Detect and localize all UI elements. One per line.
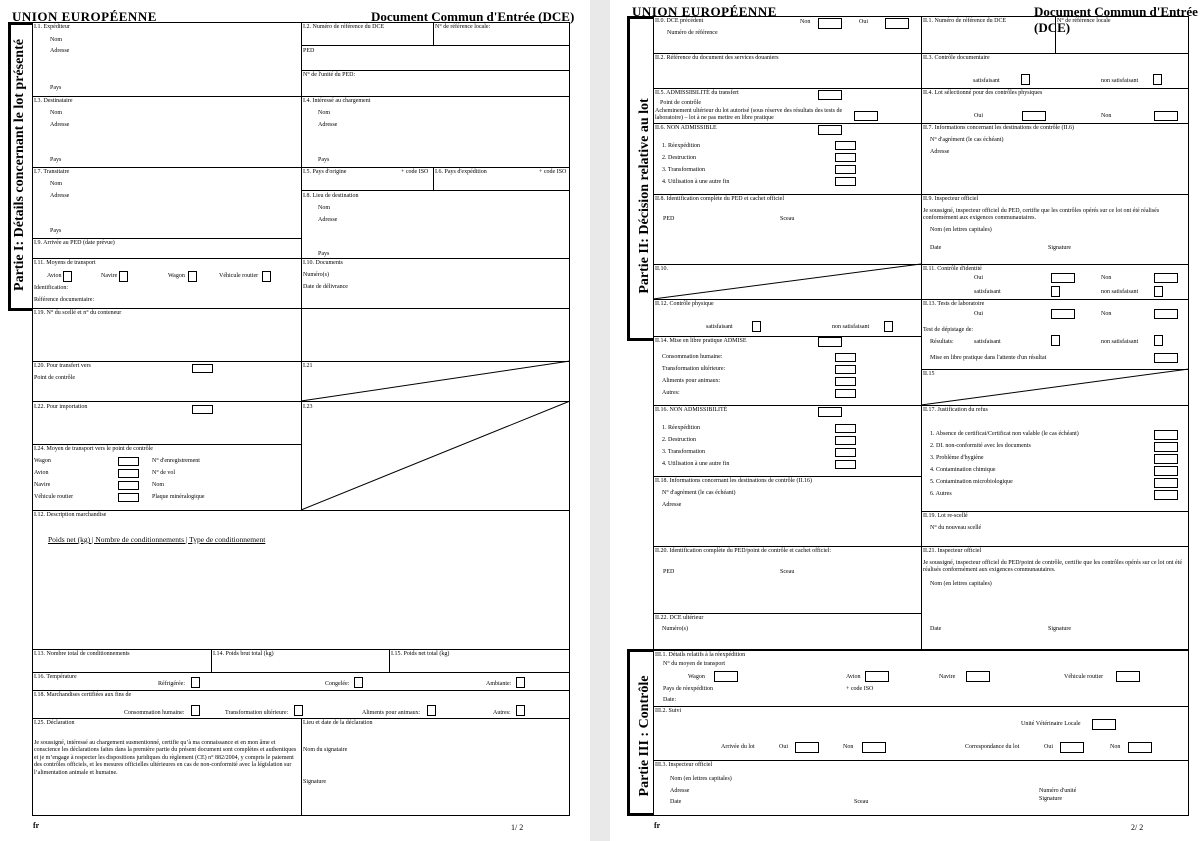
iii3-sig: Signature (1039, 796, 1062, 802)
ii11-nonsat-checkbox[interactable] (1154, 286, 1163, 297)
ii17-opt-5-checkbox[interactable] (1154, 478, 1178, 488)
ii11-sat-checkbox[interactable] (1051, 286, 1060, 297)
iii2-corr: Correspondance du lot (965, 744, 1020, 750)
ii19-num: N° du nouveau scellé (930, 525, 982, 531)
iii1-pays: Pays de réexpédition (663, 686, 713, 692)
ii12-nonsat: non satisfaisant (832, 324, 870, 330)
union-header: UNION EUROPÉENNE (12, 9, 157, 24)
doc-title: Document Commun d'Entrée (DCE) (371, 9, 575, 24)
i7-pays: Pays (50, 228, 62, 234)
ii16-opt-4: 4. Utilisation à une autre fin (662, 461, 730, 467)
i8-title: I.8. Lieu de destination (303, 193, 359, 199)
ii3-sat: satisfaisant (973, 78, 1000, 84)
ii0-oui: Oui (859, 19, 868, 25)
ii6-opt-3: 3. Transformation (662, 167, 706, 173)
i22-title: I.22. Pour importation (34, 404, 88, 410)
iii2-arr: Arrivée du lot (721, 744, 755, 750)
ii13-non: Non (1101, 311, 1112, 317)
ii0-non-checkbox[interactable] (818, 18, 842, 29)
ii13-oui: Oui (974, 311, 983, 317)
ii5-point: Point de contrôle (660, 100, 701, 106)
ii6-opt-2: 2. Destruction (662, 155, 696, 161)
ii7-title: II.7. Informations concernant les destinations de contrôle (II.6) (923, 125, 1074, 131)
ii20-sceau: Sceau (780, 569, 795, 575)
ii18-adresse: Adresse (662, 502, 682, 508)
i16-amb-checkbox[interactable] (516, 677, 525, 688)
ii4-oui: Oui (974, 113, 983, 119)
ii5-achem: Acheminement ultérieur du lot autorisé (sous réserve des résultats des tests de laboratoire) – lot à ne pas mettre en libre pratique (655, 108, 843, 122)
ii17-title: II.17. Justification du refus (923, 407, 988, 413)
ii6-opt-2-checkbox[interactable] (835, 153, 856, 162)
ii18-agr: N° d'agrément (le cas échéant) (662, 490, 736, 496)
ii9-nom: Nom (en lettres capitales) (930, 227, 992, 233)
ii13-nonsat-checkbox[interactable] (1154, 335, 1163, 346)
ii7-agr: N° d'agrément (le cas échéant) (930, 137, 1004, 143)
ii6-opt-4: 4. Utilisation à une autre fin (662, 179, 730, 185)
i23-diagonal (301, 401, 570, 510)
ii15-title: II.15 (923, 371, 935, 377)
ii13-sat: satisfaisant (974, 339, 1001, 345)
ii8-sceau: Sceau (780, 216, 795, 222)
iii1-navire: Navire (939, 674, 956, 680)
i7-nom: Nom (50, 181, 62, 187)
ii12-title: II.12. Contrôle physique (655, 301, 714, 307)
i21-diagonal (301, 361, 570, 401)
iii1-wagon: Wagon (688, 674, 705, 680)
ii11-title: II.11. Contrôle d'identité (923, 266, 982, 272)
iii3-title: III.3. Inspecteur officiel (655, 762, 713, 768)
i18-conso-checkbox[interactable] (191, 705, 200, 716)
ii4-oui-checkbox[interactable] (1022, 111, 1046, 121)
ii17-opt-2: 2. DI. non-conformité avec les documents (930, 443, 1031, 449)
ii17-opt-4-checkbox[interactable] (1154, 466, 1178, 476)
i3-title: I.3. Destinataire (34, 98, 73, 104)
ii5-title: II.5. ADMISSIBILITÉ du transfert (655, 90, 739, 96)
iii2-oui: Oui (779, 744, 788, 750)
i8-adresse: Adresse (318, 217, 338, 223)
iii2-title: III.2. Suivi (655, 708, 682, 714)
i20-checkbox[interactable] (192, 364, 213, 373)
ii16-title: II.16. NON ADMISSIBILITÉ (655, 407, 728, 413)
i3-pays: Pays (50, 157, 62, 163)
ii16-opt-1-checkbox[interactable] (835, 424, 856, 433)
i24-vehicule-field[interactable] (118, 493, 139, 502)
union-header-2: UNION EUROPÉENNE (632, 4, 777, 19)
iii2-corr-oui-checkbox[interactable] (1060, 742, 1084, 753)
iii2-uvl: Unité Vétérinaire Locale (1021, 721, 1081, 727)
i19-title: I.19. N° du scellé et n° du conteneur (34, 310, 122, 316)
footer-page-1: 1/ 2 (511, 823, 524, 832)
iii1-moyen: N° du moyen de transport (663, 661, 726, 667)
i10-numero: Numéro(s) (303, 272, 329, 278)
iii2-uvl-field[interactable] (1092, 719, 1116, 730)
ii17-opt-4: 4. Contamination chimique (930, 467, 996, 473)
i2-fed: PED (303, 48, 315, 54)
ii6-checkbox[interactable] (818, 125, 842, 135)
iii2-non: Non (843, 744, 854, 750)
i18-alim-checkbox[interactable] (427, 705, 436, 716)
i7-title: I.7. Transitaire (34, 169, 70, 175)
ii5-checkbox[interactable] (818, 90, 842, 100)
ii12-nonsat-checkbox[interactable] (884, 321, 893, 332)
i11-refdoc: Référence documentaire: (34, 297, 95, 303)
i20-title: I.20. Pour transfert vers (34, 363, 91, 369)
i11-navire-checkbox[interactable] (119, 271, 128, 282)
iii1-wagon-field[interactable] (714, 671, 738, 682)
ii3-nonsat: non satisfaisant (1101, 78, 1139, 84)
part1-sidebar-label: Partie I: Détails concernant le lot présenté (12, 39, 27, 291)
ii14-opt-1: Consommation humaine: (662, 354, 723, 360)
ii16-opt-2-checkbox[interactable] (835, 436, 856, 445)
ii14-opt-4-checkbox[interactable] (835, 389, 856, 398)
i11-vehicule-checkbox[interactable] (262, 271, 271, 282)
iii3-date: Date (670, 799, 682, 805)
ii9-date: Date (930, 245, 942, 251)
ii17-opt-2-checkbox[interactable] (1154, 442, 1178, 452)
i12-title: I.12. Description marchandise (34, 512, 107, 518)
i5-iso: + code ISO (401, 169, 429, 175)
ii13-mise-checkbox[interactable] (1154, 353, 1178, 363)
ii21-nom: Nom (en lettres capitales) (930, 581, 992, 587)
ii21-title: II.21. Inspecteur officiel (923, 548, 982, 554)
ii13-mise: Mise en libre pratique dans l'attente d'un résultat (930, 355, 1047, 361)
ii0-non: Non (800, 19, 811, 25)
ii6-opt-1-checkbox[interactable] (835, 141, 856, 150)
ii11-oui: Oui (974, 275, 983, 281)
doc-title-2: Document Commun d'Entrée (DCE) (1034, 4, 1198, 35)
i18-title: I.18. Marchandises certifiées aux fins de (34, 692, 132, 698)
ii16-opt-1: 1. Réexpédition (662, 425, 700, 431)
i20-point: Point de contrôle (34, 375, 75, 381)
i18-transfo: Transformation ultérieure: (225, 710, 289, 716)
ii7-adresse: Adresse (930, 149, 950, 155)
i1-adresse: Adresse (50, 48, 70, 54)
ii13-title: II.13. Tests de laboratoire (923, 301, 985, 307)
i2-unit: N° de l'unité du PED: (303, 72, 356, 78)
i24-avion-field[interactable] (118, 469, 139, 478)
i16-cong: Congelée: (325, 681, 350, 687)
ii11-oui-checkbox[interactable] (1051, 273, 1075, 283)
i25-sig: Signature (303, 779, 326, 785)
iii1-vehicule: Véhicule routier (1064, 674, 1104, 680)
i16-refr: Réfrigérée: (158, 681, 185, 687)
iii2-arr-oui-checkbox[interactable] (795, 742, 819, 753)
ii3-title: II.3. Contrôle documentaire (923, 55, 990, 61)
ii1-local: N° de référence locale (1057, 18, 1111, 24)
iii3-nom: Nom (en lettres capitales) (670, 776, 732, 782)
i1-nom: Nom (50, 37, 62, 43)
ii11-nonsat: non satisfaisant (1101, 289, 1139, 295)
i18-transfo-checkbox[interactable] (294, 705, 303, 716)
ii0-oui-checkbox[interactable] (885, 18, 909, 29)
ii14-opt-3-checkbox[interactable] (835, 377, 856, 386)
i2-local: N° de référence locale: (435, 24, 491, 30)
ii16-opt-3-checkbox[interactable] (835, 448, 856, 457)
i18-autres: Autres: (493, 710, 511, 716)
ii20-ped: PED (663, 569, 675, 575)
ii14-checkbox[interactable] (818, 337, 842, 347)
i4-adresse: Adresse (318, 122, 338, 128)
i4-nom: Nom (318, 110, 330, 116)
i6-iso: + code ISO (539, 169, 567, 175)
i5-title: I.5. Pays d'origine (303, 169, 347, 175)
ii14-title: II.14. Mise en libre pratique ADMISE (655, 338, 747, 344)
ii21-sig: Signature (1048, 626, 1071, 632)
ii13-dep: Test de dépistage de: (923, 327, 974, 333)
i4-pays: Pays (318, 157, 330, 163)
iii3-adresse: Adresse (670, 788, 690, 794)
ii10-title: II.10. (655, 266, 668, 272)
ii8-ped: PED (663, 216, 675, 222)
ii14-opt-2: Transformation ultérieure: (662, 366, 726, 372)
iii2-oui-2: Oui (1044, 744, 1053, 750)
i24-navire-field[interactable] (118, 481, 139, 490)
ii13-res: Résultats: (930, 339, 954, 345)
i6-title: I.6. Pays d'expédition (435, 169, 487, 175)
footer-lang-2: fr (654, 821, 661, 830)
i18-alim: Aliments pour animaux: (362, 710, 421, 716)
iii3-sceau: Sceau (854, 799, 869, 805)
ii18-title: II.18. Informations concernant les destinations de contrôle (II.16) (655, 478, 812, 484)
part3-sidebar-label: Partie III : Contrôle (637, 675, 652, 797)
i10-title: I.10. Documents (303, 260, 343, 266)
ii0-ref: Numéro de référence (667, 30, 718, 36)
i24-enreg: N° d'enregistrement (152, 458, 200, 464)
i14-title: I.14. Poids brut total (kg) (213, 651, 274, 657)
ii9-title: II.9. Inspecteur officiel (923, 196, 979, 202)
ii22-num: Numéro(s) (662, 626, 688, 632)
ii8-title: II.8. Identification complète du PED et cachet officiel (655, 196, 785, 202)
i24-plaque: Plaque minéralogique (152, 494, 205, 500)
ii19-title: II.19. Lot re-scellé (923, 513, 968, 519)
i11-navire: Navire (101, 273, 118, 279)
footer-page-2: 2/ 2 (1131, 823, 1144, 832)
ii13-non-checkbox[interactable] (1154, 309, 1178, 319)
footer-lang-1: fr (33, 821, 40, 830)
i11-wagon-checkbox[interactable] (188, 271, 197, 282)
ii10-diagonal (653, 264, 921, 299)
i25-text: Je soussigné, intéressé au chargement susmentionné, certifie qu’à ma connaissance et en mon âme et conscience les déclarations faites dans la première partie du présent document sont complètes et authentiques et je m’engage à respecter les dispositions juridiques du règlement (CE) n° 882/2004, y compris le paiement des contrôles officiels, et les mesures officielles ultérieures en cas de non-conformité avec la législation sur l’alimentation animale et humaine. (34, 740, 297, 776)
i11-vehicule: Véhicule routier (219, 273, 259, 279)
ii4-non: Non (1101, 113, 1112, 119)
ii6-opt-3-checkbox[interactable] (835, 165, 856, 174)
iii1-date: Date: (663, 697, 676, 703)
iii2-corr-non-checkbox[interactable] (1128, 742, 1152, 753)
ii6-title: II.6. NON ADMISSIBLE (655, 125, 717, 131)
i16-title: I.16. Température (34, 674, 77, 680)
ii5-achem-checkbox[interactable] (854, 111, 878, 121)
i4-title: I.4. Intéressé au chargement (303, 98, 371, 104)
i3-adresse: Adresse (50, 122, 70, 128)
ii16-opt-3: 3. Transformation (662, 449, 706, 455)
ii20-title: II.20. Identification complète du PED/point de contrôle et cachet officiel: (655, 548, 831, 554)
ii17-opt-1: 1. Absence de certificat/Certificat non valable (le cas échéant) (930, 431, 1079, 437)
i1-pays: Pays (50, 85, 62, 91)
iii1-navire-field[interactable] (966, 671, 990, 682)
i8-nom: Nom (318, 205, 330, 211)
i22-checkbox[interactable] (192, 405, 213, 414)
ii16-opt-2: 2. Destruction (662, 437, 696, 443)
i7-adresse: Adresse (50, 193, 70, 199)
i24-wagon-field[interactable] (118, 457, 139, 466)
iii1-avion-field[interactable] (865, 671, 889, 682)
i18-autres-checkbox[interactable] (516, 705, 525, 716)
i24-avion: Avion (34, 470, 49, 476)
i23-title: I.23 (303, 404, 313, 410)
ii11-non: Non (1101, 275, 1112, 281)
ii21-date: Date (930, 626, 942, 632)
page-2 (610, 0, 1200, 841)
ii17-opt-3-checkbox[interactable] (1154, 454, 1178, 464)
iii1-vehicule-field[interactable] (1116, 671, 1140, 682)
i2-title: I.2. Numéro de référence du DCE (303, 24, 385, 30)
i24-nom: Nom (152, 482, 164, 488)
i16-amb: Ambiante: (486, 681, 512, 687)
i11-title: I.11. Moyens de transport (34, 260, 96, 266)
i24-navire: Navire (34, 482, 51, 488)
ii1-title: II.1. Numéro de référence du DCE (923, 18, 1007, 24)
ii9-text: Je soussigné, inspecteur officiel du PED, certifie que les contrôles opérés sur ce lot ont été réalisés conformément aux exigences communautaires. (923, 208, 1160, 222)
ii16-opt-4-checkbox[interactable] (835, 460, 856, 469)
i16-cong-checkbox[interactable] (354, 677, 363, 688)
i10-date: Date de délivrance (303, 284, 348, 290)
ii22-title: II.22. DCE ultérieur (655, 615, 704, 621)
i3-nom: Nom (50, 110, 62, 116)
ii0-title: II.0. DCE précédent (655, 18, 704, 24)
i25-lieu: Lieu et date de la déclaration (303, 720, 373, 726)
i11-avion: Avion (47, 273, 62, 279)
i25-nomsig: Nom du signataire (303, 747, 348, 753)
i11-ident: Identification: (34, 285, 68, 291)
iii2-non-2: Non (1110, 744, 1121, 750)
i11-wagon: Wagon (168, 273, 185, 279)
ii13-oui-checkbox[interactable] (1051, 309, 1075, 319)
ii11-non-checkbox[interactable] (1154, 273, 1178, 283)
part2-sidebar-label: Partie II: Décision relative au lot (637, 98, 652, 294)
ii11-sat: satisfaisant (974, 289, 1001, 295)
i1-title: I.1. Expéditeur (34, 24, 70, 30)
i18-conso: Consommation humaine: (124, 710, 185, 716)
ii6-opt-4-checkbox[interactable] (835, 177, 856, 186)
ii4-title: II.4. Lot sélectionné pour des contrôles physiques (923, 90, 1043, 96)
i9-title: I.9. Arrivée au PED (date prévue) (34, 240, 115, 246)
ii15-diagonal (921, 369, 1189, 405)
ii14-opt-3: Aliments pour animaux: (662, 378, 721, 384)
ii6-opt-1: 1. Réexpédition (662, 143, 700, 149)
iii2-arr-non-checkbox[interactable] (862, 742, 886, 753)
iii1-iso: + code ISO (846, 686, 874, 692)
i21-title: I.21 (303, 363, 313, 369)
i24-vehicule: Véhicule routier (34, 494, 74, 500)
ii17-opt-3: 3. Problème d'hygiène (930, 455, 984, 461)
i24-title: I.24. Moyen de transport vers le point de contrôle (34, 446, 153, 452)
ii16-checkbox[interactable] (818, 407, 842, 417)
i15-title: I.15. Poids net total (kg) (391, 651, 450, 657)
ii2-title: II.2. Référence du document des services douaniers (655, 55, 779, 61)
i25-title: I.25. Déclaration (34, 720, 75, 726)
ii12-sat: satisfaisant (706, 324, 733, 330)
ii13-sat-checkbox[interactable] (1051, 335, 1060, 346)
i13-title: I.13. Nombre total de conditionnements (34, 651, 130, 657)
ii14-opt-4: Autres: (662, 390, 680, 396)
ii3-nonsat-checkbox[interactable] (1153, 74, 1162, 85)
i24-wagon: Wagon (34, 458, 51, 464)
ii12-sat-checkbox[interactable] (752, 321, 761, 332)
ii14-opt-2-checkbox[interactable] (835, 365, 856, 374)
iii3-unite: Numéro d'unité (1039, 788, 1077, 794)
i8-pays: Pays (318, 251, 330, 257)
ii17-opt-6-checkbox[interactable] (1154, 490, 1178, 500)
iii1-title: III.1. Détails relatifs à la réexpédition (655, 652, 746, 658)
ii17-opt-6: 6. Autres (930, 491, 952, 497)
i12-weights: Poids net (kg) | Nombre de conditionnements | Type de conditionnement (48, 535, 266, 544)
ii4-non-checkbox[interactable] (1154, 111, 1178, 121)
ii9-sig: Signature (1048, 245, 1071, 251)
i16-refr-checkbox[interactable] (191, 677, 200, 688)
ii13-nonsat: non satisfaisant (1101, 339, 1139, 345)
i11-avion-checkbox[interactable] (63, 271, 72, 282)
ii21-text: Je soussigné, inspecteur officiel du PED/point de contrôle, certifie que les contrôles opérés sur ce lot ont été réalisés conformément aux exigences communautaires. (923, 560, 1182, 574)
ii17-opt-5: 5. Contamination microbiologique (930, 479, 1013, 485)
i24-vol: N° de vol (152, 470, 176, 476)
page-1 (0, 0, 590, 841)
iii1-avion: Avion (846, 674, 861, 680)
ii14-opt-1-checkbox[interactable] (835, 353, 856, 362)
ii3-sat-checkbox[interactable] (1021, 74, 1030, 85)
ii17-opt-1-checkbox[interactable] (1154, 430, 1178, 440)
